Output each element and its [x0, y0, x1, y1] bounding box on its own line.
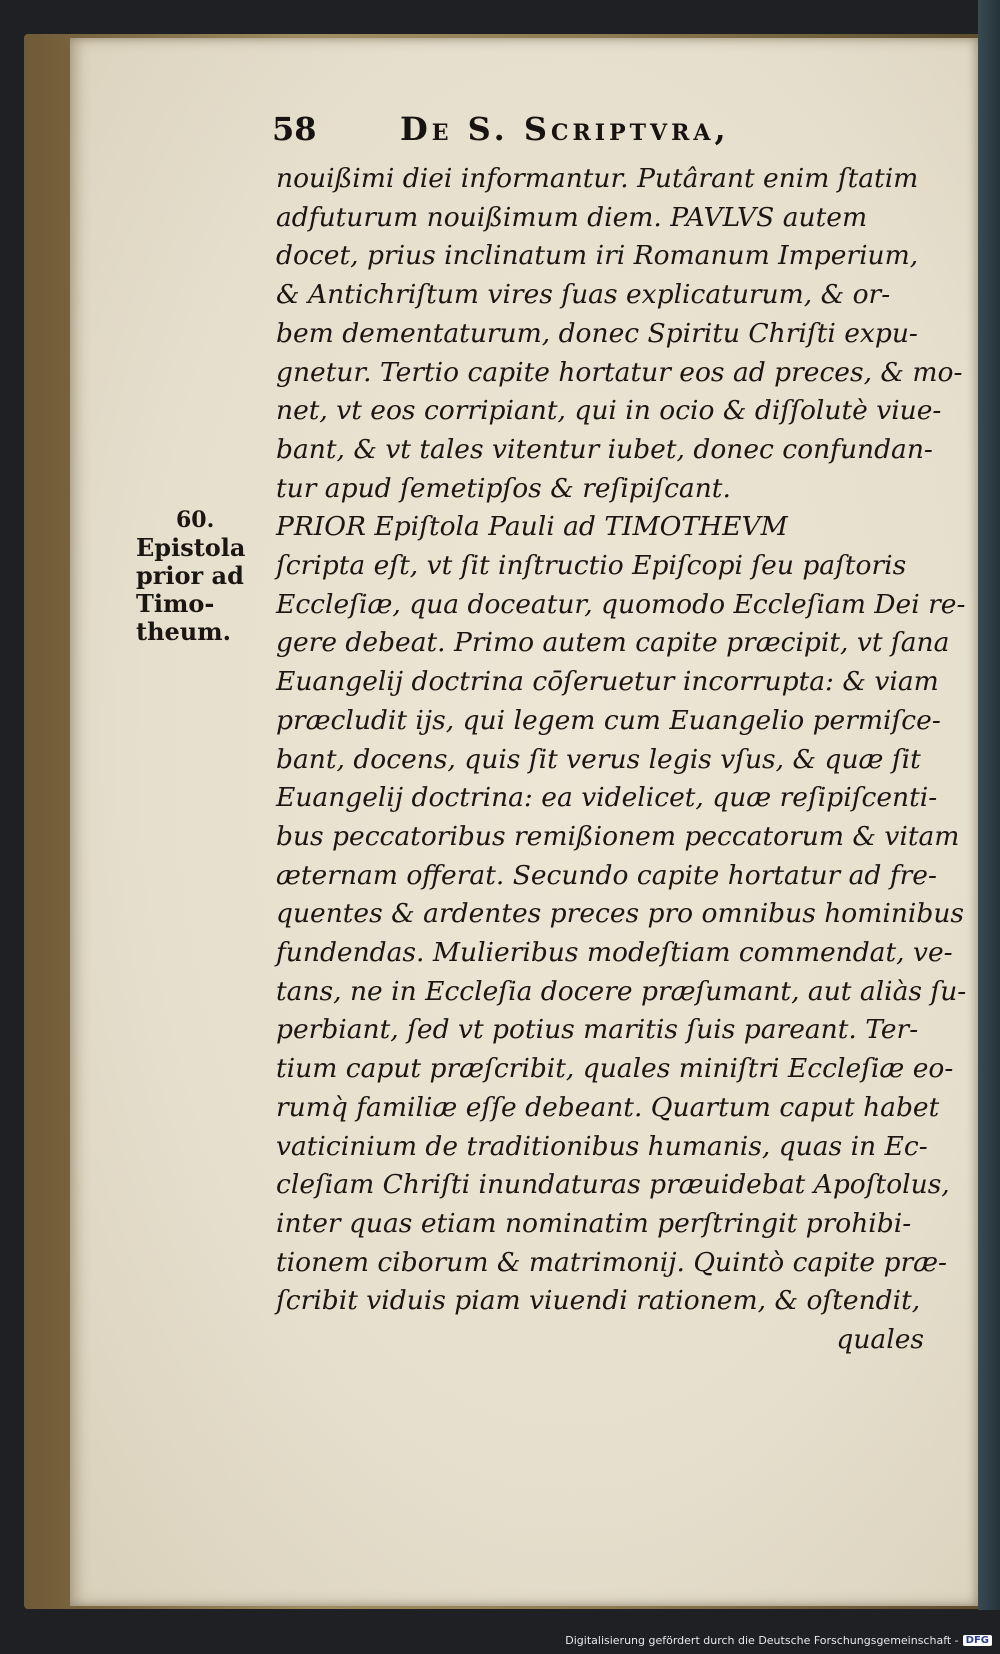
- text-line: bant, docens, quis ſit verus legis vſus, & quæ ſit: [276, 743, 921, 775]
- text-line: æternam offerat. Secundo capite hortatur ad fre-: [276, 859, 937, 891]
- text-line: bant, & vt tales vitentur iubet, donec confundan-: [276, 433, 933, 465]
- text-line: nouißimi diei informantur. Putârant enim ſtatim: [276, 163, 919, 194]
- text-line: & Antichriſtum vires ſuas explicaturum, & or-: [276, 279, 891, 311]
- margin-note-number: 60.: [176, 507, 215, 533]
- text-line: adfuturum nouißimum diem. PAVLVS autem: [276, 201, 868, 233]
- body-text: [276, 160, 967, 1360]
- text-line: tionem ciborum & matrimonij. Quintò capite præ-: [276, 1246, 948, 1278]
- footer-text: Digitalisierung gefördert durch die Deutsche Forschungsgemeinschaft -: [565, 1633, 959, 1647]
- text-line: docet, prius inclinatum iri Romanum Imperium,: [276, 240, 919, 272]
- page-number: 58: [272, 110, 317, 148]
- text-line: cleſiam Chriſti inundaturas præuidebat Apoſtolus,: [276, 1169, 950, 1201]
- text-line: gere debeat. Primo autem capite præcipit, vt ſana: [276, 627, 950, 659]
- text-line: fundendas. Mulieribus modeſtiam commendat, ve-: [276, 937, 953, 969]
- margin-note-line: Epistola: [136, 533, 246, 562]
- text-line: tans, ne in Eccleſia docere præſumant, aut aliàs ſu-: [276, 975, 967, 1007]
- text-line: gnetur. Tertio capite hortatur eos ad preces, & mo-: [276, 356, 963, 388]
- running-head: De S. Scriptvra,: [400, 110, 730, 148]
- text-line: bem dementaturum, donec Spiritu Chriſti expu-: [276, 317, 918, 349]
- text-line: rumq̀ familiæ eſſe debeant. Quartum caput habet: [276, 1091, 940, 1123]
- text-line: bus peccatoribus remißionem peccatorum & vitam: [276, 820, 960, 852]
- text-line: Euangelij doctrina: ea videlicet, quæ reſipiſcenti-: [276, 782, 938, 814]
- text-line: net, vt eos corripiant, qui in ocio & diſſolutè viue-: [276, 395, 942, 427]
- text-line: tur apud ſemetipſos & reſipiſcant.: [276, 472, 731, 504]
- margin-note: [136, 506, 266, 646]
- text-line: quentes & ardentes preces pro omnibus hominibus: [276, 898, 965, 930]
- text-line: inter quas etiam nominatim perſtringit prohibi-: [276, 1207, 912, 1239]
- text-line: ſcripta eſt, vt ſit inſtructio Epiſcopi ſeu paſtoris: [276, 550, 907, 582]
- page-header: [272, 110, 932, 154]
- text-line: tium caput præſcribit, quales miniſtri Eccleſiæ eo-: [276, 1053, 954, 1085]
- text-line: PRIOR Epiſtola Pauli ad TIMOTHEVM: [276, 511, 788, 543]
- text-line: ſcribit viduis piam viuendi rationem, & oſtendit,: [276, 1285, 921, 1317]
- dfg-logo-icon: DFG: [963, 1635, 992, 1646]
- margin-note-line: Timo-: [136, 589, 215, 618]
- margin-note-line: theum.: [136, 617, 232, 646]
- book-cover-edge: [978, 0, 1000, 1610]
- text-line: perbiant, ſed vt potius maritis ſuis pareant. Ter-: [276, 1014, 919, 1046]
- catchword: quales: [836, 1324, 924, 1356]
- text-line: Eccleſiæ, qua doceatur, quomodo Eccleſiam Dei re-: [276, 588, 966, 620]
- margin-note-line: prior ad: [136, 561, 244, 590]
- digitization-footer: [565, 1630, 992, 1650]
- text-line: Euangelij doctrina cōſeruetur incorrupta: & viam: [276, 666, 939, 698]
- text-line: vaticinium de traditionibus humanis, quas in Ec-: [276, 1130, 928, 1162]
- text-line: præcludit ijs, qui legem cum Euangelio permiſce-: [276, 704, 941, 736]
